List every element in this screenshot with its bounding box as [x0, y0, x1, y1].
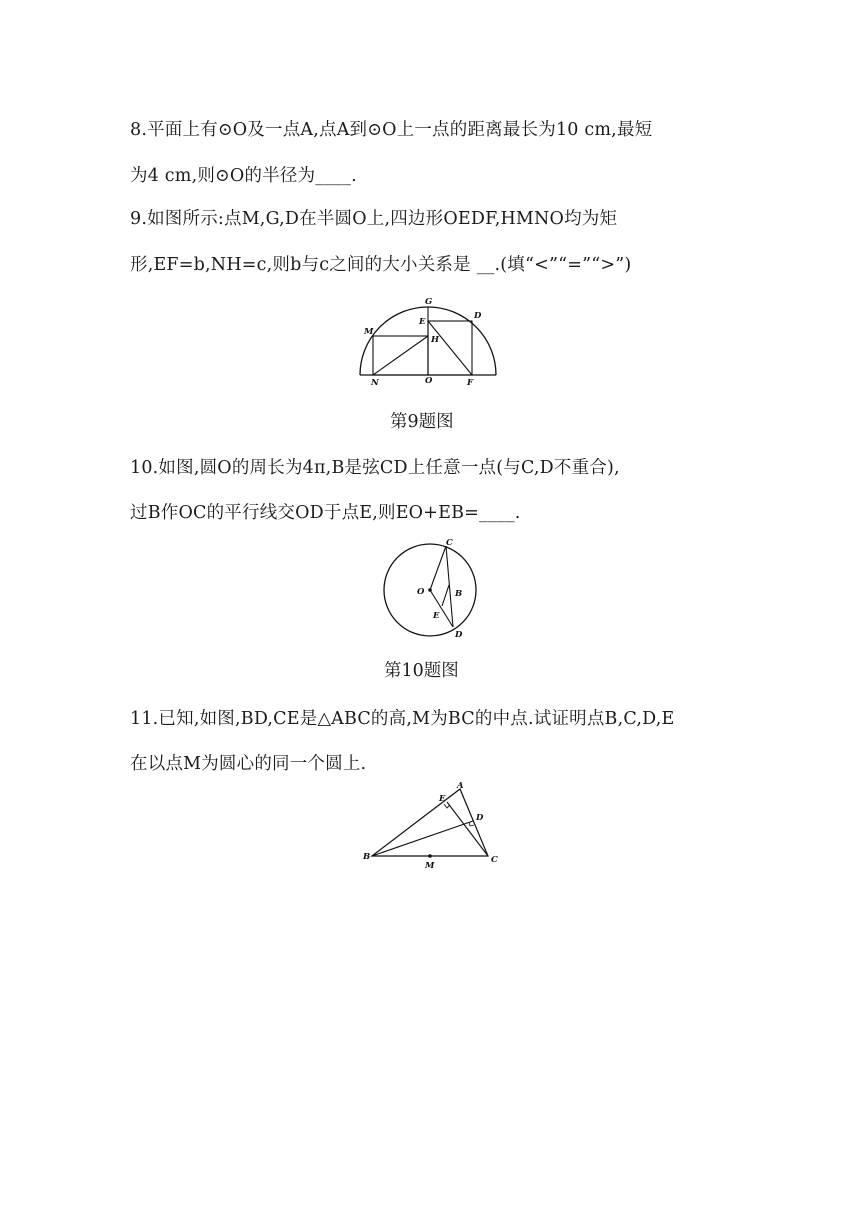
q8-line2: 为4 cm,则⊙O的半径为____.	[130, 166, 357, 186]
label-h: H	[431, 335, 440, 345]
label-d: D	[455, 630, 463, 640]
label-c: C	[491, 855, 498, 865]
q11-line1: 11.已知,如图,BD,CE是△ABC的高,M为BC的中点.试证明点B,C,D,E	[130, 709, 675, 729]
q10-line2: 过B作OC的平行线交OD于点E,则EO+EB=____.	[130, 503, 521, 523]
label-o: O	[417, 587, 425, 597]
label-m: M	[364, 327, 374, 337]
label-a: A	[457, 781, 464, 791]
q11-triangle-figure	[360, 778, 500, 873]
label-o: O	[425, 376, 433, 386]
label-f: F	[467, 378, 474, 388]
midpoint-m	[428, 854, 432, 858]
q8-line1: 8.平面上有⊙O及一点A,点A到⊙O上一点的距离最长为10 cm,最短	[130, 120, 653, 140]
label-e: E	[439, 794, 446, 804]
q10-line1: 10.如图,圆O的周长为4π,B是弦CD上任意一点(与C,D不重合),	[130, 458, 620, 478]
segment-ef	[428, 321, 472, 375]
label-c: C	[446, 538, 453, 548]
segment-oc	[430, 546, 446, 590]
label-b: B	[455, 589, 463, 599]
label-n: N	[371, 378, 379, 388]
label-g: G	[425, 297, 433, 307]
label-d: D	[476, 813, 484, 823]
q9-line1: 9.如图所示:点M,G,D在半圆O上,四边形OEDF,HMNO均为矩	[130, 209, 618, 229]
label-m: M	[425, 861, 435, 871]
segment-eb	[442, 585, 449, 606]
chord-cd	[446, 546, 453, 627]
label-e: E	[433, 611, 440, 621]
triangle-abc	[372, 789, 488, 856]
segment-nh	[373, 336, 428, 375]
label-e: E	[419, 317, 426, 327]
center-dot	[428, 588, 432, 592]
q9-semicircle-figure	[355, 293, 515, 388]
segment-od	[430, 590, 453, 627]
q11-line2: 在以点M为圆心的同一个圆上.	[130, 754, 367, 774]
altitude-ce	[447, 802, 488, 856]
q9-caption: 第9题图	[390, 412, 454, 432]
label-d: D	[474, 311, 482, 321]
altitude-bd	[372, 821, 473, 856]
q10-caption: 第10题图	[384, 661, 459, 681]
q9-line2: 形,EF=b,NH=c,则b与c之间的大小关系是 __.(填“<”“=”“>”)	[130, 255, 632, 275]
label-b: B	[363, 852, 371, 862]
q10-circle-figure	[380, 535, 480, 640]
